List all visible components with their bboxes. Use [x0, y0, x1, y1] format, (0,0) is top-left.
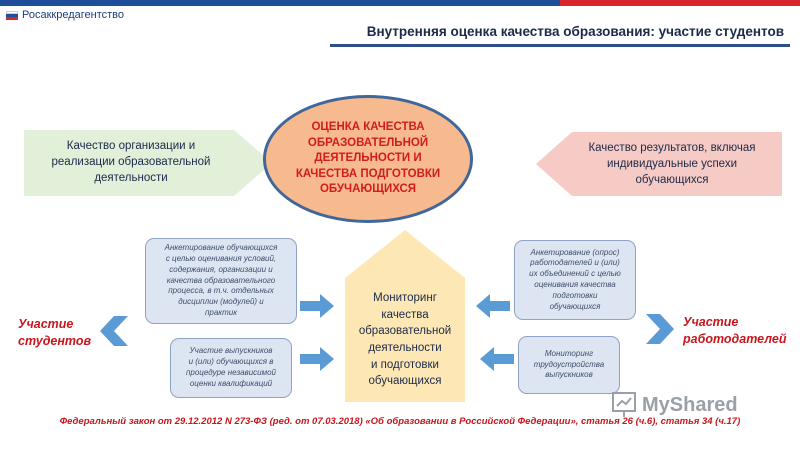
box-line: дисциплин (модулей) и [178, 297, 264, 307]
logo [6, 9, 124, 21]
employer-survey-box [514, 240, 636, 320]
ellipse-line: ОБУЧАЮЩИХСЯ [319, 183, 417, 196]
ellipse-line: КАЧЕСТВА ПОДГОТОВКИ [295, 167, 441, 180]
box-line: их объединений с целью [529, 269, 621, 279]
box-line: подготовки [552, 290, 598, 300]
box-line: с целью оценивания условий, [165, 254, 277, 263]
box-line: процесса, в т.ч. отдельных [168, 286, 274, 296]
ellipse-line: ОБРАЗОВАТЕЛЬНОЙ [307, 136, 429, 149]
right-arrow-line: обучающихся [635, 174, 709, 187]
watermark-text: MyShared [642, 393, 738, 416]
house-line: образовательной [358, 325, 452, 338]
watermark [612, 392, 738, 418]
house-line: обучающихся [368, 375, 442, 388]
right-arrow-line: индивидуальные успехи [607, 158, 737, 171]
footer-law-reference: Федеральный закон от 29.12.2012 N 273-ФЗ (ред. от 07.03.2018) «Об образовании в Российской Федерации», статья 26 (ч.6), статья 34 (ч.17) [59, 416, 741, 427]
box-line: содержания, организации и [169, 264, 273, 274]
ellipse-line: ОЦЕНКА КАЧЕСТВА [311, 121, 425, 134]
right-arrow-line: Качество результатов, включая [588, 142, 756, 154]
ellipse-line: ДЕЯТЕЛЬНОСТИ И [314, 152, 422, 165]
top-bar-red [560, 0, 800, 6]
box-line: процедуре независимой [186, 368, 276, 377]
box-line: трудоустройства [533, 359, 605, 369]
house-line: и подготовки [371, 358, 439, 371]
center-house-text [345, 290, 465, 390]
box-line: практик [204, 307, 238, 317]
box-line: выпускников [545, 370, 593, 380]
employers-participation-label [683, 314, 786, 348]
box-line: Анкетирование (опрос) [530, 247, 620, 257]
box-line: оценивания качества [534, 280, 616, 289]
label-line: Участие [683, 315, 739, 329]
chevron-left-icon [100, 316, 128, 346]
logo-text: Росаккредагентство [22, 9, 124, 21]
arrow-right-icon [300, 294, 334, 318]
box-line: оценки квалификаций [189, 378, 273, 388]
arrow-left-icon [480, 347, 514, 371]
box-line: Участие выпускников [189, 346, 273, 356]
house-line: качества [381, 308, 429, 321]
qualification-assessment-box [170, 338, 292, 398]
presentation-icon [612, 392, 636, 418]
box-line: работодателей и (или) [530, 258, 620, 268]
students-participation-label [18, 316, 91, 350]
student-survey-box [145, 238, 297, 324]
label-line: студентов [18, 333, 92, 348]
left-arrow-line: реализации образовательной [51, 156, 211, 169]
box-line: Мониторинг [544, 348, 594, 358]
logo-flag-icon [6, 9, 18, 21]
center-ellipse [263, 95, 473, 223]
right-quality-arrow-text [566, 140, 778, 188]
box-line: Анкетирование обучающихся [164, 243, 278, 253]
chevron-right-icon [646, 314, 674, 344]
box-line: и (или) обучающихся в [188, 357, 274, 367]
arrow-left-icon [476, 294, 510, 318]
page-title: Внутренняя оценка качества образования: участие студентов [366, 24, 784, 39]
employment-monitoring-box [518, 336, 620, 394]
house-line: Мониторинг [373, 292, 437, 304]
left-quality-arrow-text [26, 138, 236, 186]
left-arrow-line: Качество организации и [66, 140, 196, 152]
left-arrow-line: деятельности [94, 172, 168, 185]
label-line: Участие [18, 317, 74, 331]
label-line: работодателей [683, 331, 787, 346]
box-line: обучающихся [549, 301, 601, 311]
title-underline [330, 44, 790, 47]
box-line: качества образовательного [166, 275, 276, 285]
arrow-right-icon [300, 347, 334, 371]
house-line: деятельности [368, 342, 442, 355]
